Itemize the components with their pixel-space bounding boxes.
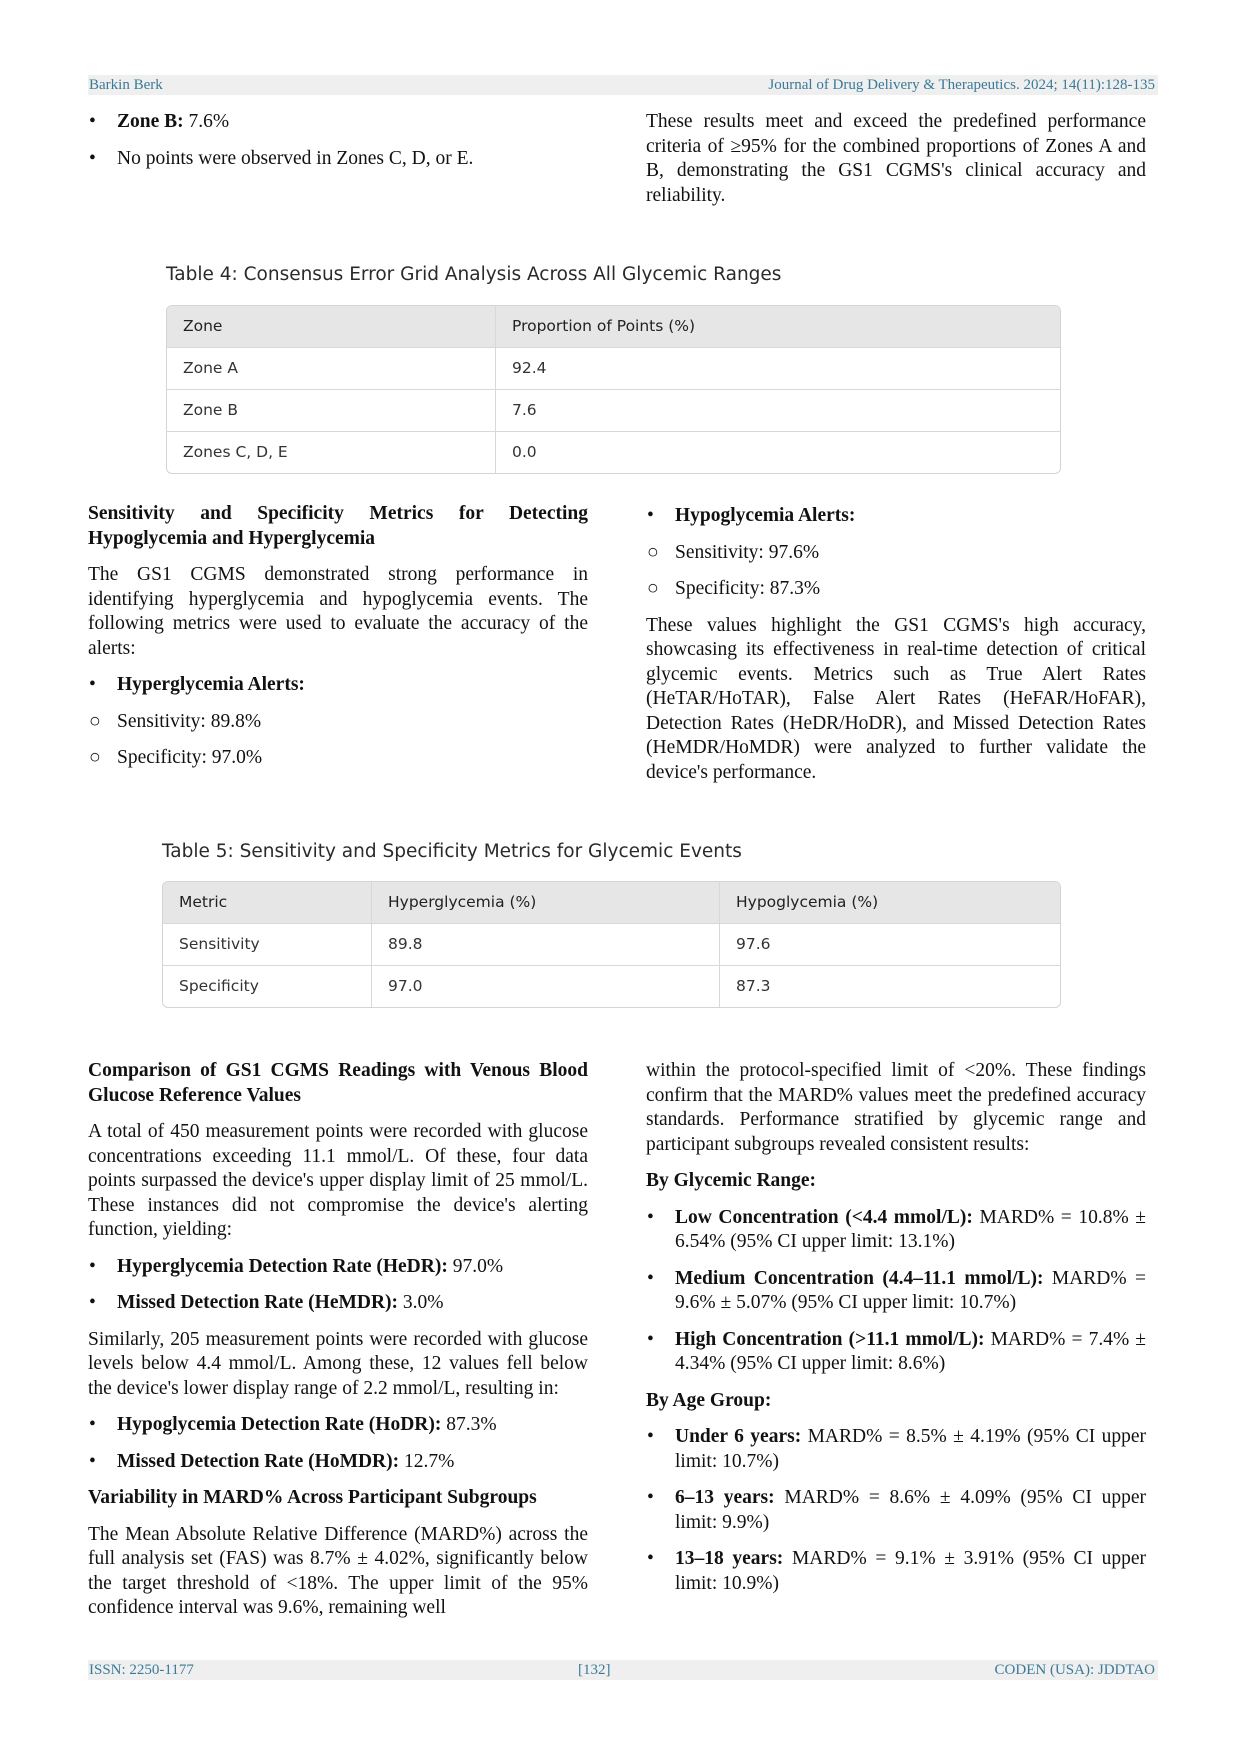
running-footer (88, 1660, 1158, 1680)
table-cell: 87.3 (719, 966, 1060, 1007)
section3-left-column (88, 1059, 588, 1621)
table-header-row (167, 306, 1060, 347)
section2-right-column (646, 504, 1146, 785)
list-item: • Zone B: 7.6% (89, 111, 230, 132)
section-heading: Sensitivity and Specificity Metrics for Detecting Hypoglycemia and Hyperglycemia (88, 503, 588, 549)
table-cell: Zone B (183, 401, 239, 419)
list-item: • Low Concentration (<4.4 mmol/L): MARD% = 10.8% ± 6.54% (95% CI upper limit: 13.1%) (647, 1206, 1146, 1252)
section-heading: Comparison of GS1 CGMS Readings with Venous Blood Glucose Reference Values (88, 1060, 588, 1106)
paragraph: within the protocol-specified limit of <20%. These findings confirm that the MARD% values meet the predefined accuracy standards. Performance stratified by glycemic range and participant subgroups revealed consistent results: (646, 1060, 1146, 1155)
table-cell: Sensitivity (179, 935, 260, 953)
top-right-column (646, 110, 1146, 208)
table-row (167, 347, 1060, 389)
table-cell: Zone A (183, 359, 238, 377)
table-row (167, 389, 1060, 431)
table4 (166, 305, 1061, 474)
paragraph: A total of 450 measurement points were recorded with glucose concentrations exceeding 11.1 mmol/L. Of these, four data points surpassed the device's upper display limit of 25 mmol/L. These instances did not compromise the device's alerting function, yielding: (88, 1121, 588, 1240)
paragraph: Similarly, 205 measurement points were recorded with glucose levels below 4.4 mmol/L. Among these, 12 values fell below the device's lower display range of 2.2 mmol/L, resulting in: (88, 1328, 588, 1399)
running-header (88, 75, 1158, 95)
list-item: • Hyperglycemia Alerts: (89, 674, 305, 695)
top-left-column (88, 110, 588, 171)
list-item: • No points were observed in Zones C, D, or E. (89, 147, 474, 169)
paragraph: The GS1 CGMS demonstrated strong performance in identifying hyperglycemia and hypoglycemia events. The following metrics were used to evaluate the accuracy of the alerts: (88, 564, 588, 659)
table5 (162, 881, 1061, 1008)
section2-left-column (88, 502, 588, 771)
list-item: • Hyperglycemia Detection Rate (HeDR): 97.0% (89, 1255, 504, 1277)
list-item: • Under 6 years: MARD% = 8.5% ± 4.19% (95% CI upper limit: 10.7%) (647, 1426, 1147, 1472)
page-number: [132] (578, 1662, 611, 1678)
paragraph: These values highlight the GS1 CGMS's high accuracy, showcasing its effectiveness in real-time detection of critical glycemic events. Metrics such as True Alert Rates (HeTAR/HoTAR), False Alert Rates (HeFAR/HoFAR), Detection Rates (HeDR/HoDR), and Missed Detection Rates (HeMDR/HoMDR) were analyzed to further validate the device's performance. (646, 614, 1146, 783)
footer-coden: CODEN (USA): JDDTAO (994, 1662, 1155, 1678)
section-heading: Variability in MARD% Across Participant Subgroups (88, 1487, 537, 1508)
list-item: • 13–18 years: MARD% = 9.1% ± 3.91% (95% CI upper limit: 10.9%) (647, 1548, 1146, 1594)
paragraph: These results meet and exceed the predefined performance criteria of ≥95% for the combined proportions of Zones A and B, demonstrating the GS1 CGMS's clinical accuracy and reliability. (646, 111, 1146, 206)
header-journal: Journal of Drug Delivery & Therapeutics. 2024; 14(11):128-135 (768, 77, 1155, 93)
table-cell: Specificity (179, 977, 259, 995)
list-item: • Missed Detection Rate (HeMDR): 3.0% (89, 1292, 444, 1313)
footer-issn: ISSN: 2250-1177 (89, 1662, 194, 1678)
list-item: • Missed Detection Rate (HoMDR): 12.7% (89, 1450, 455, 1472)
list-item: • Hypoglycemia Detection Rate (HoDR): 87.3% (89, 1414, 497, 1435)
table-cell: Zones C, D, E (183, 443, 288, 461)
table-header-cell: Hypoglycemia (%) (719, 882, 1060, 923)
table-cell: 0.0 (495, 432, 1060, 473)
section3-right-column (646, 1059, 1146, 1596)
list-item: • Hypoglycemia Alerts: (647, 505, 856, 526)
table-header-cell: Hyperglycemia (%) (371, 882, 719, 923)
table-row (167, 431, 1060, 473)
table-cell: 89.8 (371, 924, 719, 965)
table-cell: 97.0 (371, 966, 719, 1007)
table-header-cell: Metric (179, 893, 228, 911)
table-header-cell: Proportion of Points (%) (495, 306, 1060, 347)
subheading: By Glycemic Range: (646, 1170, 817, 1191)
table-row (163, 965, 1060, 1007)
table4-title: Table 4: Consensus Error Grid Analysis Across All Glycemic Ranges (166, 264, 782, 285)
list-item: ○ Specificity: 87.3% (647, 578, 821, 599)
table-header-cell: Zone (183, 317, 223, 335)
list-item: ○ Sensitivity: 89.8% (89, 710, 262, 732)
table-row (163, 923, 1060, 965)
table5-title: Table 5: Sensitivity and Specificity Metrics for Glycemic Events (162, 841, 742, 862)
table-cell: 7.6 (495, 390, 1060, 431)
table-cell: 92.4 (495, 348, 1060, 389)
list-item: • Medium Concentration (4.4–11.1 mmol/L): MARD% = 9.6% ± 5.07% (95% CI upper limit: 10.7%) (647, 1267, 1146, 1313)
paragraph: The Mean Absolute Relative Difference (MARD%) across the full analysis set (FAS) was 8.7% ± 4.02%, significantly below the target threshold of <18%. The upper limit of the 95% confidence interval was 9.6%, remaining well (88, 1523, 588, 1618)
list-item: • High Concentration (>11.1 mmol/L): MARD% = 7.4% ± 4.34% (95% CI upper limit: 8.6%) (647, 1328, 1147, 1374)
header-author: Barkin Berk (89, 77, 163, 93)
list-item: ○ Specificity: 97.0% (89, 747, 263, 768)
list-item: • 6–13 years: MARD% = 8.6% ± 4.09% (95% CI upper limit: 9.9%) (647, 1487, 1146, 1533)
table-header-row (163, 882, 1060, 923)
subheading: By Age Group: (646, 1389, 772, 1411)
list-item: ○ Sensitivity: 97.6% (647, 541, 820, 563)
table-cell: 97.6 (719, 924, 1060, 965)
